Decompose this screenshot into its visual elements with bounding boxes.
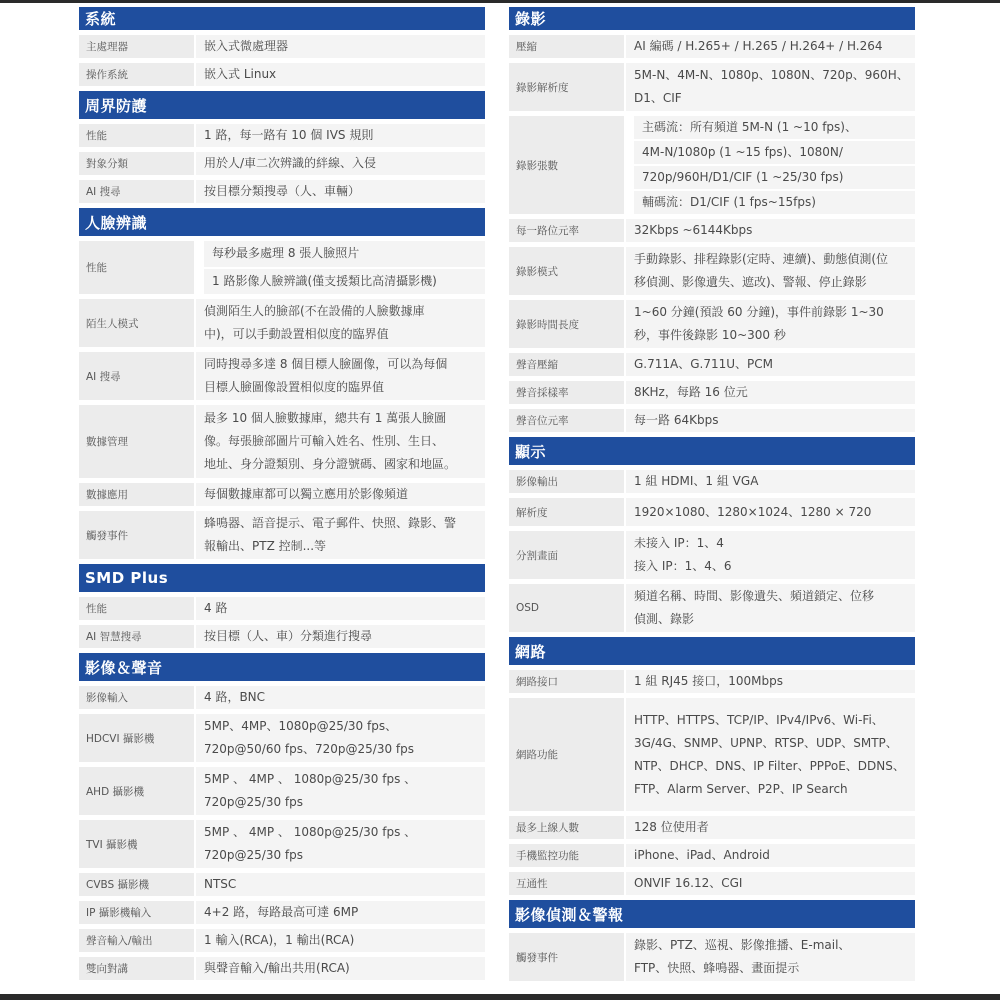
spec-label: 聲音採樣率 bbox=[509, 381, 624, 404]
spec-row bbox=[79, 511, 485, 559]
spec-label: 錄影張數 bbox=[509, 116, 624, 214]
spec-row bbox=[79, 299, 485, 347]
section-header: 影像＆聲音 bbox=[79, 653, 485, 681]
spec-value bbox=[196, 483, 485, 506]
spec-value-line: FTP、快照、蜂鳴器、畫面提示 bbox=[634, 961, 800, 975]
spec-label: IP 攝影機輸入 bbox=[79, 901, 194, 924]
spec-label: 對象分類 bbox=[79, 152, 194, 175]
spec-label: 觸發事件 bbox=[509, 933, 624, 981]
spec-value-line: 手動錄影、排程錄影(定時、連續)、動態偵測(位 bbox=[634, 252, 889, 266]
spec-label: AI 搜尋 bbox=[79, 180, 194, 203]
spec-value-line: 4M-N/1080p (1 ~15 fps)、1080N/ bbox=[634, 141, 915, 164]
spec-row bbox=[79, 820, 485, 868]
spec-value-line: 按目標分類搜尋（人、車輛） bbox=[204, 184, 361, 198]
spec-label: 壓縮 bbox=[509, 35, 624, 58]
section-header: 錄影 bbox=[509, 7, 915, 30]
spec-value-line: AI 編碼 / H.265+ / H.265 / H.264+ / H.264 bbox=[634, 39, 883, 53]
spec-value bbox=[196, 152, 485, 175]
spec-label: 互通性 bbox=[509, 872, 624, 895]
spec-row bbox=[509, 933, 915, 981]
spec-row bbox=[79, 352, 485, 400]
spec-value-line: 1 組 RJ45 接口，100Mbps bbox=[634, 674, 783, 688]
spec-row bbox=[79, 625, 485, 648]
spec-label: 數據管理 bbox=[79, 405, 194, 478]
spec-row bbox=[79, 929, 485, 952]
spec-value bbox=[196, 767, 485, 815]
spec-value bbox=[196, 686, 485, 709]
spec-row bbox=[509, 844, 915, 867]
section-header: 影像偵測＆警報 bbox=[509, 900, 915, 928]
spec-label: 分割畫面 bbox=[509, 531, 624, 579]
spec-value-line: 偵測、錄影 bbox=[634, 612, 695, 626]
spec-value-line: 輔碼流：D1/CIF (1 fps~15fps) bbox=[634, 191, 915, 214]
spec-value-line: 偵測陌生人的臉部(不在設備的人臉數據庫 bbox=[204, 304, 425, 318]
spec-value-line: 中)，可以手動設置相似度的臨界值 bbox=[204, 327, 389, 341]
spec-label: 錄影時間長度 bbox=[509, 300, 624, 348]
top-border bbox=[0, 0, 1000, 3]
spec-value-line: 8KHz，每路 16 位元 bbox=[634, 385, 748, 399]
spec-row bbox=[509, 35, 915, 58]
spec-value-line: 嵌入式 Linux bbox=[204, 67, 277, 81]
spec-value-line: 720p/960H/D1/CIF (1 ~25/30 fps) bbox=[634, 166, 915, 189]
spec-value-line: 移偵測、影像遺失、遮改)、警報、停止錄影 bbox=[634, 275, 867, 289]
spec-value-line: 720p@50/60 fps、720p@25/30 fps bbox=[204, 742, 415, 756]
spec-value-line: NTP、DHCP、DNS、IP Filter、PPPoE、DDNS、 bbox=[634, 758, 905, 773]
spec-label: 解析度 bbox=[509, 498, 624, 526]
spec-row bbox=[79, 124, 485, 147]
spec-value bbox=[626, 381, 915, 404]
spec-value-line: 5MP 、 4MP 、 1080p@25/30 fps 、 bbox=[204, 825, 417, 839]
spec-value-line: 1 輸入(RCA)，1 輸出(RCA) bbox=[204, 933, 355, 947]
spec-value-line: 4+2 路，每路最高可達 6MP bbox=[204, 905, 359, 919]
spec-label: AHD 攝影機 bbox=[79, 767, 194, 815]
spec-value-line: 同時搜尋多達 8 個目標人臉圖像，可以為每個 bbox=[204, 357, 448, 371]
spec-row bbox=[79, 873, 485, 896]
spec-label: AI 智慧搜尋 bbox=[79, 625, 194, 648]
spec-value-line: 5MP 、 4MP 、 1080p@25/30 fps 、 bbox=[204, 772, 417, 786]
section-header: 系統 bbox=[79, 7, 485, 30]
spec-row bbox=[509, 470, 915, 493]
spec-row bbox=[509, 219, 915, 242]
spec-row bbox=[509, 531, 915, 579]
spec-value-line: 主碼流：所有頻道 5M-N (1 ~10 fps)、 bbox=[634, 116, 915, 139]
spec-value bbox=[626, 353, 915, 376]
spec-value-line: 4 路，BNC bbox=[204, 690, 266, 704]
spec-value bbox=[626, 531, 915, 579]
spec-row bbox=[79, 686, 485, 709]
spec-value bbox=[196, 511, 485, 559]
spec-row bbox=[509, 409, 915, 432]
spec-label: 網路功能 bbox=[509, 698, 624, 811]
spec-value bbox=[626, 584, 915, 632]
spec-label: 雙向對講 bbox=[79, 957, 194, 980]
spec-label: TVI 攝影機 bbox=[79, 820, 194, 868]
spec-value bbox=[626, 116, 915, 214]
spec-value-line: 720p@25/30 fps bbox=[204, 795, 304, 809]
spec-value bbox=[196, 929, 485, 952]
section-header: 人臉辨識 bbox=[79, 208, 485, 236]
spec-value bbox=[196, 957, 485, 980]
section-header: 網路 bbox=[509, 637, 915, 665]
spec-value bbox=[196, 63, 485, 86]
spec-label: 最多上線人數 bbox=[509, 816, 624, 839]
spec-value-line: 接入 IP：1、4、6 bbox=[634, 559, 732, 573]
spec-value bbox=[626, 933, 915, 981]
spec-value-line: HTTP、HTTPS、TCP/IP、IPv4/IPv6、Wi-Fi、 bbox=[634, 712, 884, 727]
spec-value-line: 目標人臉圖像設置相似度的臨界值 bbox=[204, 380, 385, 394]
spec-row bbox=[79, 241, 485, 294]
spec-value-line: 5M-N、4M-N、1080p、1080N、720p、960H、 bbox=[634, 68, 909, 82]
spec-row bbox=[509, 872, 915, 895]
spec-row bbox=[509, 300, 915, 348]
spec-value-line: 1 組 HDMI、1 組 VGA bbox=[634, 474, 759, 488]
spec-label: CVBS 攝影機 bbox=[79, 873, 194, 896]
spec-label: 數據應用 bbox=[79, 483, 194, 506]
spec-label: 操作系統 bbox=[79, 63, 194, 86]
spec-value bbox=[626, 63, 915, 111]
spec-value bbox=[196, 597, 485, 620]
spec-value bbox=[196, 241, 485, 294]
spec-row bbox=[509, 381, 915, 404]
spec-value-line: 720p@25/30 fps bbox=[204, 848, 304, 862]
spec-row bbox=[509, 63, 915, 111]
spec-value bbox=[196, 124, 485, 147]
spec-label: HDCVI 攝影機 bbox=[79, 714, 194, 762]
spec-row bbox=[79, 714, 485, 762]
spec-value-line: 128 位使用者 bbox=[634, 820, 709, 834]
spec-label: 陌生人模式 bbox=[79, 299, 194, 347]
spec-value-line: 頻道名稱、時間、影像遺失、頻道鎖定、位移 bbox=[634, 589, 875, 603]
bottom-border bbox=[0, 994, 1000, 1000]
spec-value-line: 用於人/車二次辨識的絆線、入侵 bbox=[204, 156, 377, 170]
spec-value-line: FTP、Alarm Server、P2P、IP Search bbox=[634, 781, 848, 796]
spec-value bbox=[196, 35, 485, 58]
spec-value-line: 每一路 64Kbps bbox=[634, 413, 719, 427]
spec-row bbox=[509, 670, 915, 693]
spec-row bbox=[79, 901, 485, 924]
spec-value bbox=[626, 247, 915, 295]
spec-row bbox=[509, 353, 915, 376]
spec-value-line: 4 路 bbox=[204, 601, 228, 615]
spec-row bbox=[79, 957, 485, 980]
spec-row bbox=[509, 247, 915, 295]
spec-label: 影像輸入 bbox=[79, 686, 194, 709]
spec-value-line: 嵌入式微處理器 bbox=[204, 39, 289, 53]
spec-label: 錄影解析度 bbox=[509, 63, 624, 111]
spec-label: 性能 bbox=[79, 597, 194, 620]
spec-label: 手機監控功能 bbox=[509, 844, 624, 867]
spec-value bbox=[626, 844, 915, 867]
spec-label: 錄影模式 bbox=[509, 247, 624, 295]
spec-value-line: 5MP、4MP、1080p@25/30 fps、 bbox=[204, 719, 398, 733]
spec-value-line: 32Kbps ~6144Kbps bbox=[634, 223, 753, 237]
spec-value-line: 秒，事件後錄影 10~300 秒 bbox=[634, 328, 786, 342]
spec-value-line: 按目標（人、車）分類進行搜尋 bbox=[204, 629, 373, 643]
spec-value bbox=[196, 299, 485, 347]
spec-value-line: 3G/4G、SNMP、UPNP、RTSP、UDP、SMTP、 bbox=[634, 735, 898, 750]
spec-value-line: 每秒最多處理 8 張人臉照片 bbox=[204, 241, 485, 267]
spec-label: 影像輸出 bbox=[509, 470, 624, 493]
spec-value-line: G.711A、G.711U、PCM bbox=[634, 357, 773, 371]
spec-value-line: 1~60 分鐘(預設 60 分鐘)，事件前錄影 1~30 bbox=[634, 305, 884, 319]
spec-value-line: 最多 10 個人臉數據庫，總共有 1 萬張人臉圖 bbox=[204, 411, 447, 425]
spec-value bbox=[626, 300, 915, 348]
spec-value bbox=[626, 670, 915, 693]
spec-row bbox=[79, 152, 485, 175]
spec-row bbox=[509, 116, 915, 214]
spec-row bbox=[79, 35, 485, 58]
spec-label: 主處理器 bbox=[79, 35, 194, 58]
spec-value bbox=[196, 873, 485, 896]
spec-label: 觸發事件 bbox=[79, 511, 194, 559]
section-header: 顯示 bbox=[509, 437, 915, 465]
spec-row bbox=[509, 816, 915, 839]
spec-value bbox=[196, 901, 485, 924]
section-header: SMD Plus bbox=[79, 564, 485, 592]
spec-row bbox=[79, 483, 485, 506]
spec-value bbox=[626, 409, 915, 432]
spec-row bbox=[509, 698, 915, 811]
spec-value bbox=[196, 405, 485, 478]
spec-value-line: D1、CIF bbox=[634, 91, 682, 105]
spec-label: OSD bbox=[509, 584, 624, 632]
spec-value bbox=[626, 816, 915, 839]
spec-value-line: 蜂鳴器、語音提示、電子郵件、快照、錄影、警 bbox=[204, 516, 457, 530]
spec-value-line: 與聲音輸入/輸出共用(RCA) bbox=[204, 961, 350, 975]
spec-row bbox=[79, 63, 485, 86]
spec-value bbox=[196, 180, 485, 203]
spec-label: 性能 bbox=[79, 241, 194, 294]
spec-row bbox=[79, 405, 485, 478]
spec-value bbox=[196, 352, 485, 400]
spec-row bbox=[79, 597, 485, 620]
spec-value bbox=[196, 714, 485, 762]
spec-value bbox=[626, 698, 915, 811]
spec-row bbox=[79, 180, 485, 203]
spec-value-line: 未接入 IP：1、4 bbox=[634, 536, 724, 550]
spec-value-line: 錄影、PTZ、巡視、影像推播、E-mail、 bbox=[634, 938, 851, 952]
spec-label: 聲音壓縮 bbox=[509, 353, 624, 376]
spec-label: AI 搜尋 bbox=[79, 352, 194, 400]
spec-label: 網路接口 bbox=[509, 670, 624, 693]
spec-row bbox=[79, 767, 485, 815]
spec-value bbox=[626, 872, 915, 895]
spec-label: 聲音位元率 bbox=[509, 409, 624, 432]
spec-label: 聲音輸入/輸出 bbox=[79, 929, 194, 952]
spec-value-line: NTSC bbox=[204, 877, 237, 891]
spec-value-line: 每個數據庫都可以獨立應用於影像頻道 bbox=[204, 487, 409, 501]
spec-row bbox=[509, 498, 915, 526]
section-header: 周界防護 bbox=[79, 91, 485, 119]
spec-value-line: 報輸出、PTZ 控制...等 bbox=[204, 539, 327, 553]
spec-value bbox=[196, 625, 485, 648]
spec-value bbox=[626, 470, 915, 493]
spec-value-line: 1920×1080、1280×1024、1280 × 720 bbox=[634, 504, 872, 519]
spec-value bbox=[626, 219, 915, 242]
spec-value-line: 地址、身分證類別、身分證號碼、國家和地區。 bbox=[204, 457, 457, 471]
spec-value-line: ONVIF 16.12、CGI bbox=[634, 876, 743, 890]
spec-value bbox=[196, 820, 485, 868]
spec-row bbox=[509, 584, 915, 632]
spec-value-line: iPhone、iPad、Android bbox=[634, 848, 770, 862]
spec-value-line: 1 路影像人臉辨識(僅支援類比高清攝影機) bbox=[204, 269, 485, 295]
spec-value bbox=[626, 498, 915, 526]
spec-label: 每一路位元率 bbox=[509, 219, 624, 242]
spec-value-line: 1 路，每一路有 10 個 IVS 規則 bbox=[204, 128, 374, 142]
spec-value-line: 像。每張臉部圖片可輸入姓名、性別、生日、 bbox=[204, 434, 445, 448]
spec-label: 性能 bbox=[79, 124, 194, 147]
spec-value bbox=[626, 35, 915, 58]
